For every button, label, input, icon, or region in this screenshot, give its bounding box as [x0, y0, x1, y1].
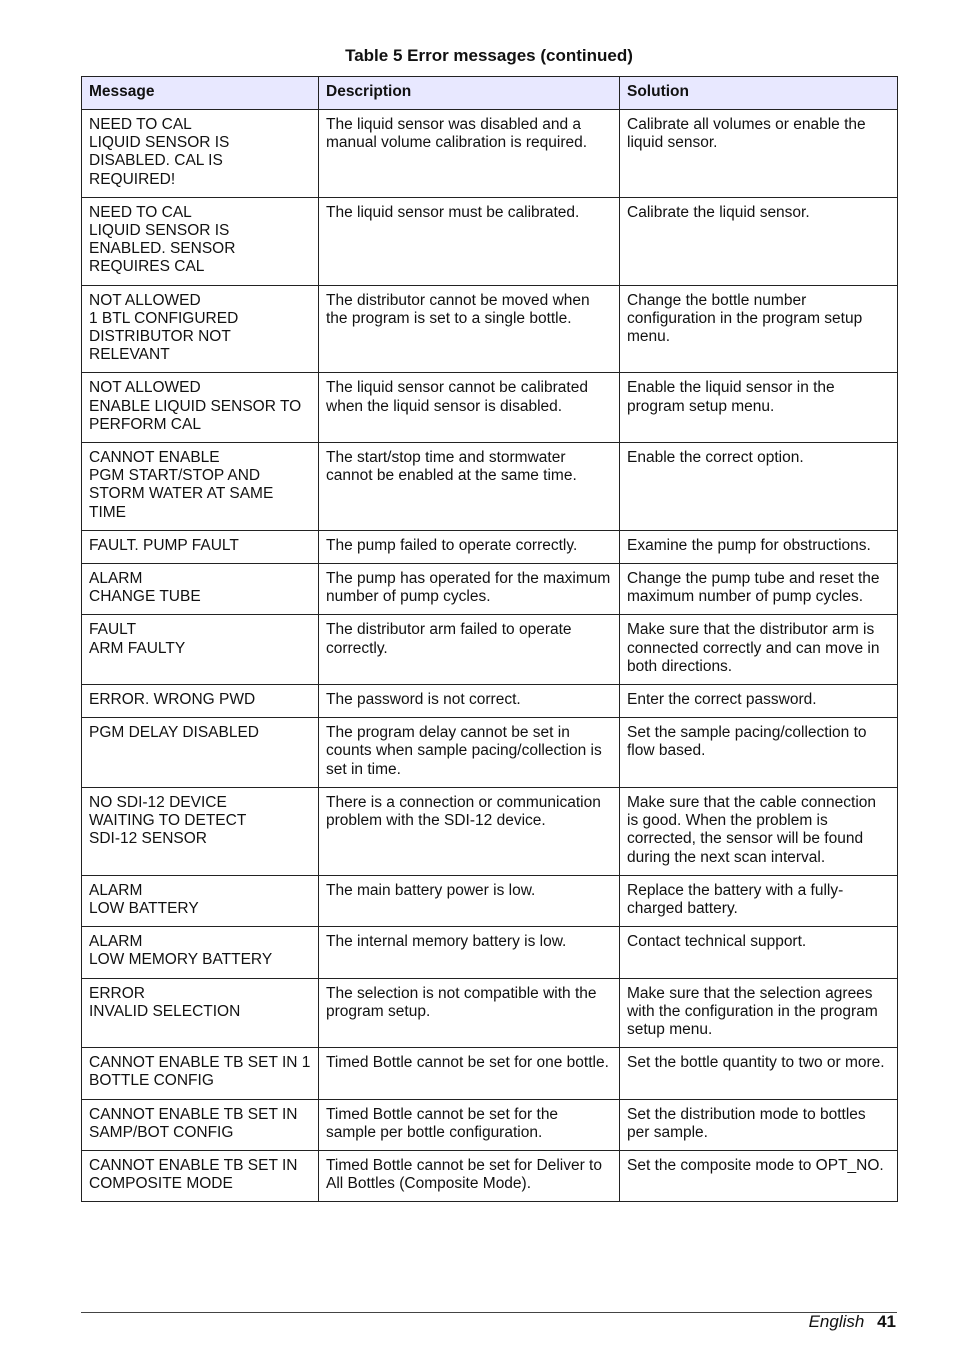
table-row	[82, 443, 898, 531]
solution-cell: Set the bottle quantity to two or more.	[620, 1048, 898, 1099]
solution-cell: Enter the correct password.	[620, 685, 898, 718]
table-row	[82, 197, 898, 285]
solution-cell: Contact technical support.	[620, 927, 898, 978]
solution-cell: Make sure that the distributor arm is connected correctly and can move in both directions.	[620, 615, 898, 685]
solution-cell: Replace the battery with a fully-charged battery.	[620, 875, 898, 926]
description-cell: The pump has operated for the maximum number of pump cycles.	[319, 564, 620, 615]
table-row	[82, 1150, 898, 1201]
solution-cell: Make sure that the cable connection is good. When the problem is corrected, the sensor will be found during the next scan interval.	[620, 787, 898, 875]
description-cell: The program delay cannot be set in counts when sample pacing/collection is set in time.	[319, 718, 620, 788]
page-number: 41	[877, 1312, 896, 1331]
header-solution: Solution	[620, 77, 898, 110]
description-cell: Timed Bottle cannot be set for the sample per bottle configuration.	[319, 1099, 620, 1150]
solution-cell: Calibrate all volumes or enable the liquid sensor.	[620, 110, 898, 198]
description-cell: The distributor arm failed to operate correctly.	[319, 615, 620, 685]
solution-cell: Change the pump tube and reset the maximum number of pump cycles.	[620, 564, 898, 615]
table-row	[82, 718, 898, 788]
table-row	[82, 978, 898, 1048]
footer-language: English	[808, 1312, 865, 1331]
message-cell: NOT ALLOWED ENABLE LIQUID SENSOR TO PERFORM CAL	[82, 373, 319, 443]
description-cell: The distributor cannot be moved when the program is set to a single bottle.	[319, 285, 620, 373]
description-cell: Timed Bottle cannot be set for one bottle.	[319, 1048, 620, 1099]
message-cell: NO SDI-12 DEVICE WAITING TO DETECT SDI-12 SENSOR	[82, 787, 319, 875]
description-cell: Timed Bottle cannot be set for Deliver to All Bottles (Composite Mode).	[319, 1150, 620, 1201]
message-cell: NEED TO CAL LIQUID SENSOR IS ENABLED. SENSOR REQUIRES CAL	[82, 197, 319, 285]
table-caption: Table 5 Error messages (continued)	[345, 46, 633, 65]
description-cell: The password is not correct.	[319, 685, 620, 718]
message-cell: CANNOT ENABLE PGM START/STOP AND STORM WATER AT SAME TIME	[82, 443, 319, 531]
description-cell: The main battery power is low.	[319, 875, 620, 926]
table-row	[82, 373, 898, 443]
description-cell: The internal memory battery is low.	[319, 927, 620, 978]
header-description: Description	[319, 77, 620, 110]
message-cell: NOT ALLOWED 1 BTL CONFIGURED DISTRIBUTOR NOT RELEVANT	[82, 285, 319, 373]
solution-cell: Make sure that the selection agrees with the configuration in the program setup menu.	[620, 978, 898, 1048]
table-header-row	[82, 77, 898, 110]
table-row	[82, 110, 898, 198]
table-row	[82, 285, 898, 373]
page-footer	[809, 1312, 896, 1332]
message-cell: ERROR. WRONG PWD	[82, 685, 319, 718]
table-row	[82, 927, 898, 978]
footer-divider	[81, 1312, 897, 1313]
header-message: Message	[82, 77, 319, 110]
solution-cell: Calibrate the liquid sensor.	[620, 197, 898, 285]
message-cell: PGM DELAY DISABLED	[82, 718, 319, 788]
description-cell: The liquid sensor cannot be calibrated when the liquid sensor is disabled.	[319, 373, 620, 443]
message-cell: CANNOT ENABLE TB SET IN 1 BOTTLE CONFIG	[82, 1048, 319, 1099]
solution-cell: Examine the pump for obstructions.	[620, 530, 898, 563]
solution-cell: Enable the liquid sensor in the program setup menu.	[620, 373, 898, 443]
message-cell: ERROR INVALID SELECTION	[82, 978, 319, 1048]
message-cell: CANNOT ENABLE TB SET IN COMPOSITE MODE	[82, 1150, 319, 1201]
message-cell: CANNOT ENABLE TB SET IN SAMP/BOT CONFIG	[82, 1099, 319, 1150]
message-cell: FAULT. PUMP FAULT	[82, 530, 319, 563]
message-cell: ALARM CHANGE TUBE	[82, 564, 319, 615]
table-row	[82, 1048, 898, 1099]
solution-cell: Set the composite mode to OPT_NO.	[620, 1150, 898, 1201]
error-messages-table	[81, 76, 898, 1202]
message-cell: NEED TO CAL LIQUID SENSOR IS DISABLED. CAL IS REQUIRED!	[82, 110, 319, 198]
message-cell: FAULT ARM FAULTY	[82, 615, 319, 685]
message-cell: ALARM LOW MEMORY BATTERY	[82, 927, 319, 978]
table-row	[82, 530, 898, 563]
solution-cell: Set the distribution mode to bottles per sample.	[620, 1099, 898, 1150]
description-cell: The selection is not compatible with the program setup.	[319, 978, 620, 1048]
description-cell: There is a connection or communication problem with the SDI-12 device.	[319, 787, 620, 875]
table-row	[82, 875, 898, 926]
table-row	[82, 615, 898, 685]
solution-cell: Set the sample pacing/collection to flow based.	[620, 718, 898, 788]
description-cell: The liquid sensor must be calibrated.	[319, 197, 620, 285]
solution-cell: Change the bottle number configuration in the program setup menu.	[620, 285, 898, 373]
table-row	[82, 564, 898, 615]
table-row	[82, 685, 898, 718]
description-cell: The pump failed to operate correctly.	[319, 530, 620, 563]
solution-cell: Enable the correct option.	[620, 443, 898, 531]
table-row	[82, 787, 898, 875]
description-cell: The liquid sensor was disabled and a manual volume calibration is required.	[319, 110, 620, 198]
message-cell: ALARM LOW BATTERY	[82, 875, 319, 926]
description-cell: The start/stop time and stormwater cannot be enabled at the same time.	[319, 443, 620, 531]
table-row	[82, 1099, 898, 1150]
